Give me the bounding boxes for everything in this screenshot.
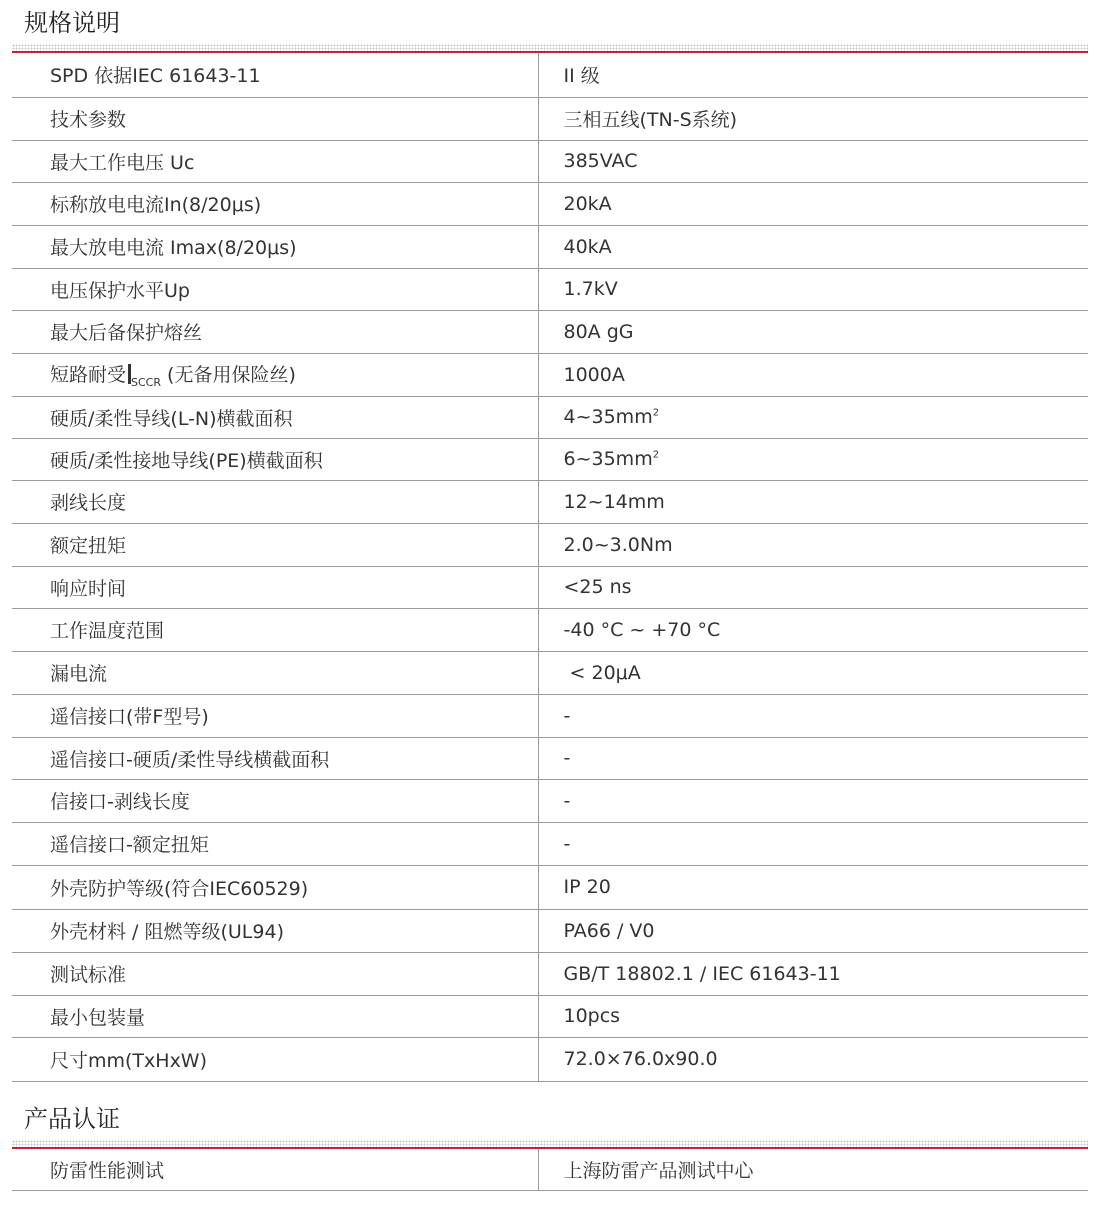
row-value-cell xyxy=(538,182,1088,225)
row-label-cell xyxy=(12,53,538,97)
row-label: 尺寸mm(TxHxW) xyxy=(50,1049,208,1072)
row-label: 硬质/柔性导线(L-N)横截面积 xyxy=(50,407,293,430)
row-label: 额定扭矩 xyxy=(50,535,127,557)
row-label: 响应时间 xyxy=(50,577,127,600)
row-label-cell xyxy=(12,651,538,694)
row-value: GB/T 18802.1 / IEC 61643-11 xyxy=(563,962,841,985)
row-value: 2.0~3.0Nm xyxy=(563,533,673,556)
row-value: 385VAC xyxy=(563,150,638,172)
row-label: 技术参数 xyxy=(50,109,127,131)
row-value: PA66 / V0 xyxy=(563,919,655,942)
row-value: 6~35mm xyxy=(563,448,653,470)
row-value: IP 20 xyxy=(563,876,611,898)
row-label-cell xyxy=(12,566,538,608)
row-label: 最大放电电流 Imax(8/20μs) xyxy=(50,237,297,259)
row-value: -40 °C ~ +70 °C xyxy=(563,618,721,641)
row-label-cell xyxy=(12,523,538,566)
row-value: II 级 xyxy=(563,65,600,88)
row-value-cell xyxy=(538,1149,1088,1190)
row-label-cell xyxy=(12,438,538,480)
row-value-cell xyxy=(538,225,1088,268)
spec-row xyxy=(12,694,1088,737)
row-label: 遥信接口(带F型号) xyxy=(50,706,209,728)
row-value: 20kA xyxy=(563,192,612,215)
row-value: 10pcs xyxy=(563,1005,621,1027)
spec-row xyxy=(12,225,1088,268)
spec-row xyxy=(12,396,1088,438)
row-value-cell xyxy=(538,140,1088,182)
row-label: 短路耐受 xyxy=(50,364,127,387)
row-value-cell xyxy=(538,909,1088,952)
row-value-cell xyxy=(538,53,1088,97)
row-label: 漏电流 xyxy=(50,663,108,685)
spec-row xyxy=(12,822,1088,865)
row-value-cell xyxy=(538,1037,1088,1081)
row-label-cell xyxy=(12,310,538,353)
spec-row xyxy=(12,909,1088,952)
row-value-cell xyxy=(538,995,1088,1037)
row-value: <25 ns xyxy=(563,576,632,598)
row-value: 1.7kV xyxy=(563,278,618,300)
row-label: 信接口-剥线长度 xyxy=(50,791,190,813)
row-label-cell xyxy=(12,140,538,182)
row-value: - xyxy=(563,789,571,812)
row-value: - xyxy=(563,704,571,727)
row-label-cell xyxy=(12,97,538,140)
row-label-cell xyxy=(12,480,538,523)
row-label: 遥信接口-额定扭矩 xyxy=(50,834,209,856)
row-label: 最小包装量 xyxy=(50,1006,146,1029)
row-value-cell xyxy=(538,438,1088,480)
row-value-cell xyxy=(538,952,1088,995)
row-label-cell xyxy=(12,1037,538,1081)
row-label: 工作温度范围 xyxy=(50,620,165,642)
row-value-cell xyxy=(538,865,1088,909)
row-label: 最大工作电压 Uc xyxy=(50,151,195,174)
row-value-cell xyxy=(538,268,1088,310)
row-label: 外壳材料 / 阻燃等级(UL94) xyxy=(50,921,284,943)
spec-title-dotted-band xyxy=(12,44,1088,51)
row-value: 三相五线(TN-S系统) xyxy=(563,109,738,131)
row-label-subscript: SCCR xyxy=(131,375,162,389)
row-label-cell xyxy=(12,995,538,1037)
row-label-cell xyxy=(12,865,538,909)
cert-section-title: 产品认证 xyxy=(24,1105,120,1133)
spec-row xyxy=(12,310,1088,353)
row-label: 遥信接口-硬质/柔性导线横截面积 xyxy=(50,748,330,771)
row-value-cell xyxy=(538,651,1088,694)
row-label-cell xyxy=(12,779,538,822)
row-label: 最大后备保护熔丝 xyxy=(50,322,203,344)
spec-row xyxy=(12,608,1088,651)
spec-row xyxy=(12,53,1088,97)
row-value: 12~14mm xyxy=(563,490,665,513)
row-label-cell xyxy=(12,909,538,952)
row-value-cell xyxy=(538,353,1088,396)
spec-row xyxy=(12,480,1088,523)
row-value: - xyxy=(563,832,571,855)
row-label-cell xyxy=(12,1149,538,1190)
cert-row xyxy=(12,1149,1088,1190)
row-value: - xyxy=(563,747,571,769)
spec-row xyxy=(12,97,1088,140)
spec-row xyxy=(12,779,1088,822)
row-label-cell xyxy=(12,353,538,396)
row-label-suffix: (无备用保险丝) xyxy=(161,364,296,387)
row-label: SPD 依据IEC 61643-11 xyxy=(50,65,261,88)
row-value-cell xyxy=(538,779,1088,822)
row-label-cell xyxy=(12,225,538,268)
row-label: 测试标准 xyxy=(50,964,127,986)
spec-row xyxy=(12,995,1088,1037)
row-label: 电压保护水平Up xyxy=(50,279,190,302)
row-value: 4~35mm xyxy=(563,406,653,428)
row-label-cell xyxy=(12,608,538,651)
spec-section-title: 规格说明 xyxy=(24,9,120,37)
row-label: 硬质/柔性接地导线(PE)横截面积 xyxy=(50,449,323,472)
row-label-cell xyxy=(12,952,538,995)
row-value-cell xyxy=(538,694,1088,737)
row-label: 防雷性能测试 xyxy=(50,1159,165,1182)
row-value-cell xyxy=(538,608,1088,651)
row-value-cell xyxy=(538,822,1088,865)
spec-table xyxy=(12,53,1088,1082)
spec-row xyxy=(12,523,1088,566)
row-value: 40kA xyxy=(563,235,612,258)
row-label-cell xyxy=(12,737,538,779)
row-value: 72.0×76.0x90.0 xyxy=(563,1048,718,1070)
row-value-cell xyxy=(538,310,1088,353)
row-label: 剥线长度 xyxy=(50,492,127,514)
spec-row xyxy=(12,651,1088,694)
spec-row xyxy=(12,182,1088,225)
row-value: 80A gG xyxy=(563,320,634,343)
spec-row xyxy=(12,952,1088,995)
cert-table xyxy=(12,1149,1088,1191)
row-value-superscript: 2 xyxy=(652,449,660,461)
row-value: 1000A xyxy=(563,363,625,386)
spec-row xyxy=(12,438,1088,480)
spec-row xyxy=(12,1037,1088,1081)
spec-row xyxy=(12,140,1088,182)
row-label: 外壳防护等级(符合IEC60529) xyxy=(50,877,309,900)
row-label-cell xyxy=(12,268,538,310)
row-label-cell xyxy=(12,694,538,737)
row-value-cell xyxy=(538,97,1088,140)
row-value: < 20μA xyxy=(563,661,641,684)
spec-row xyxy=(12,353,1088,396)
row-label-cell xyxy=(12,396,538,438)
row-value-cell xyxy=(538,523,1088,566)
spec-row xyxy=(12,737,1088,779)
cert-title-dotted-band xyxy=(12,1140,1088,1147)
row-value-cell xyxy=(538,566,1088,608)
row-label-cell xyxy=(12,822,538,865)
spec-row xyxy=(12,566,1088,608)
spec-row xyxy=(12,268,1088,310)
row-label: 标称放电电流In(8/20μs) xyxy=(50,194,262,216)
row-value-cell xyxy=(538,480,1088,523)
row-label-cell xyxy=(12,182,538,225)
row-value: 上海防雷产品测试中心 xyxy=(563,1159,754,1182)
spec-row xyxy=(12,865,1088,909)
row-value-cell xyxy=(538,737,1088,779)
row-value-cell xyxy=(538,396,1088,438)
row-value-superscript: 2 xyxy=(652,407,660,419)
